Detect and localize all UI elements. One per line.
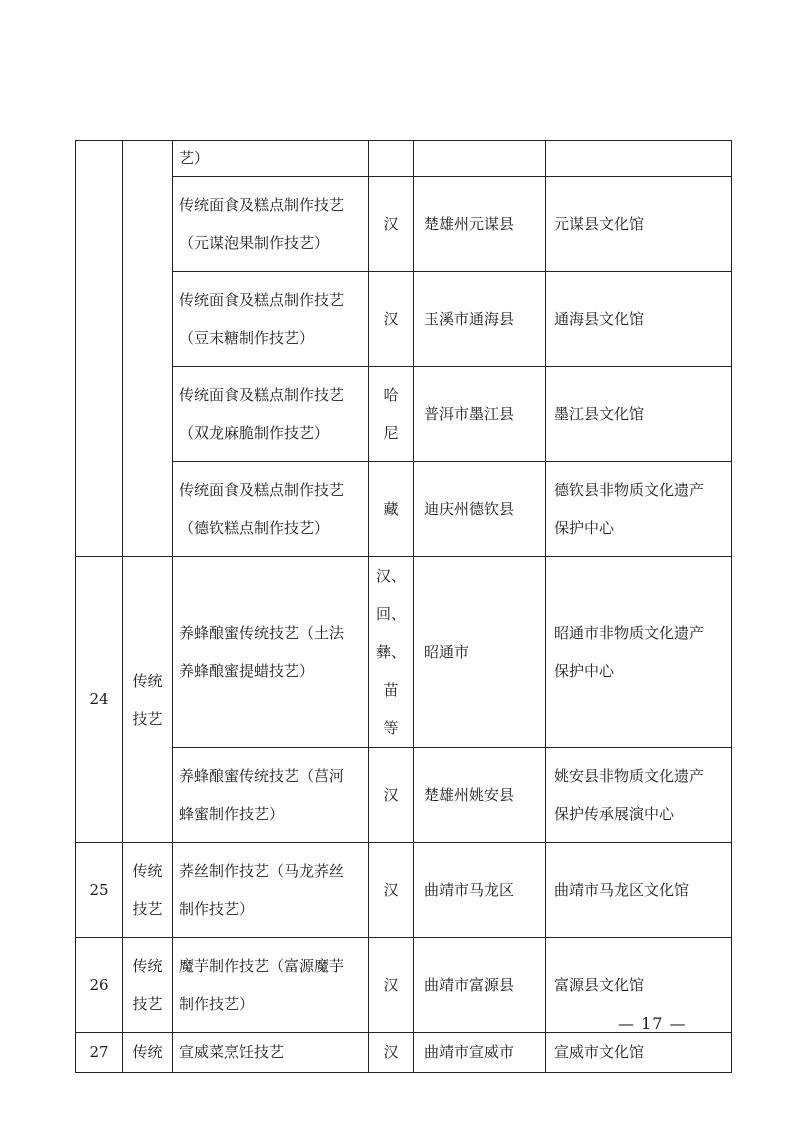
project-name-line: 魔芋制作技艺（富源魔芋: [179, 957, 345, 975]
protection-unit: 宣威市文化馆: [546, 1033, 732, 1073]
protection-unit-line: 保护中心: [554, 519, 615, 537]
table-row: [76, 141, 732, 177]
protection-unit: 富源县文化馆: [546, 938, 732, 1033]
item-number: 25: [76, 843, 123, 938]
project-name-cell: [173, 367, 369, 462]
protection-unit-line: 姚安县非物质文化遗产: [554, 767, 705, 785]
protection-unit-line: 德钦县非物质文化遗产: [554, 481, 705, 499]
protection-unit-line: 保护中心: [554, 662, 615, 680]
project-name-line: （双龙麻脆制作技艺）: [179, 424, 330, 442]
category-line: 传统: [132, 671, 163, 690]
project-name-line: （元谋泡果制作技艺）: [179, 234, 330, 252]
protection-unit: 通海县文化馆: [546, 272, 732, 367]
ethnicity: 汉: [369, 843, 414, 938]
table-row: [76, 557, 732, 748]
project-name-cell: [173, 272, 369, 367]
project-name-line: 传统面食及糕点制作技艺: [179, 386, 345, 404]
table-row: [76, 748, 732, 843]
project-name-line: 制作技艺）: [179, 995, 255, 1013]
project-name-line: 养蜂酿蜜传统技艺（莒河: [179, 767, 345, 785]
region: 曲靖市富源县: [414, 938, 546, 1033]
category-line: 技艺: [132, 900, 163, 918]
project-name-line: 蜂蜜制作技艺）: [179, 805, 285, 823]
ethnicity-line: 回、: [375, 605, 406, 623]
category: 传统: [123, 1033, 173, 1073]
region: 曲靖市宣威市: [414, 1033, 546, 1073]
protection-unit: 元谋县文化馆: [546, 177, 732, 272]
protection-unit-line: 保护传承展演中心: [554, 805, 675, 823]
ethnicity-cell: [369, 367, 414, 462]
item-number: 27: [76, 1033, 123, 1073]
ethnicity-line: 彝、: [375, 643, 406, 661]
ethnicity: 汉: [369, 938, 414, 1033]
ethnicity-cell: [369, 141, 414, 177]
ethnicity: 汉: [369, 177, 414, 272]
category-line: 技艺: [132, 709, 163, 728]
category-cell: [123, 141, 173, 557]
ethnicity: 藏: [369, 462, 414, 557]
table-row: [76, 843, 732, 938]
ethnicity-line: 苗: [383, 681, 399, 699]
category-line: 传统: [132, 862, 163, 880]
region: 普洱市墨江县: [414, 367, 546, 462]
project-name-line: 制作技艺）: [179, 900, 255, 918]
project-name-cell: [173, 141, 369, 177]
region: 曲靖市马龙区: [414, 843, 546, 938]
project-name-cell: [173, 557, 369, 748]
project-name-cell: [173, 843, 369, 938]
project-name-line: （德钦糕点制作技艺）: [179, 519, 330, 537]
project-name-line: 传统面食及糕点制作技艺: [179, 481, 345, 499]
project-name-line: 荞丝制作技艺（马龙荞丝: [179, 862, 345, 880]
ethnicity: 汉: [369, 1033, 414, 1073]
ethnicity-line: 汉、: [375, 567, 406, 585]
project-name: 宣威菜烹饪技艺: [173, 1033, 369, 1073]
heritage-table: [75, 140, 732, 1073]
project-name-cell: [173, 177, 369, 272]
ethnicity-line: 哈: [383, 386, 399, 404]
category-line: 传统: [132, 957, 163, 975]
project-name-cell: [173, 462, 369, 557]
region: 楚雄州姚安县: [414, 748, 546, 843]
project-name-line: 养蜂酿蜜传统技艺（土法: [179, 624, 345, 642]
protection-unit: 曲靖市马龙区文化馆: [546, 843, 732, 938]
ethnicity-line: 尼: [383, 424, 399, 442]
category-cell: [123, 843, 173, 938]
table-row: [76, 177, 732, 272]
region: 楚雄州元谋县: [414, 177, 546, 272]
item-number: 26: [76, 938, 123, 1033]
ethnicity-cell: [369, 557, 414, 748]
protection-unit-cell: [546, 462, 732, 557]
project-name-line: 养蜂酿蜜提蜡技艺）: [179, 662, 315, 680]
project-name-line: （豆末糖制作技艺）: [179, 329, 315, 347]
table-row: [76, 462, 732, 557]
project-name: 艺）: [179, 149, 210, 167]
ethnicity-line: 等: [383, 719, 399, 737]
region: 玉溪市通海县: [414, 272, 546, 367]
category-cell: [123, 557, 173, 843]
protection-unit-cell: [546, 141, 732, 177]
item-number: 24: [76, 557, 123, 843]
project-name-cell: [173, 938, 369, 1033]
table-row: [76, 367, 732, 462]
ethnicity: 汉: [369, 748, 414, 843]
region: 迪庆州德钦县: [414, 462, 546, 557]
category-cell: [123, 938, 173, 1033]
table-row: [76, 1033, 732, 1073]
category-line: 技艺: [132, 995, 163, 1013]
project-name-cell: [173, 748, 369, 843]
table-row: [76, 272, 732, 367]
protection-unit-line: 昭通市非物质文化遗产: [554, 624, 705, 642]
region-cell: [414, 141, 546, 177]
project-name-line: 传统面食及糕点制作技艺: [179, 291, 345, 309]
protection-unit-cell: [546, 748, 732, 843]
page-number: — 17 —: [618, 1014, 687, 1033]
protection-unit-cell: [546, 557, 732, 748]
protection-unit: 墨江县文化馆: [546, 367, 732, 462]
ethnicity: 汉: [369, 272, 414, 367]
project-name-line: 传统面食及糕点制作技艺: [179, 196, 345, 214]
item-number-cell: [76, 141, 123, 557]
region: 昭通市: [414, 557, 546, 748]
